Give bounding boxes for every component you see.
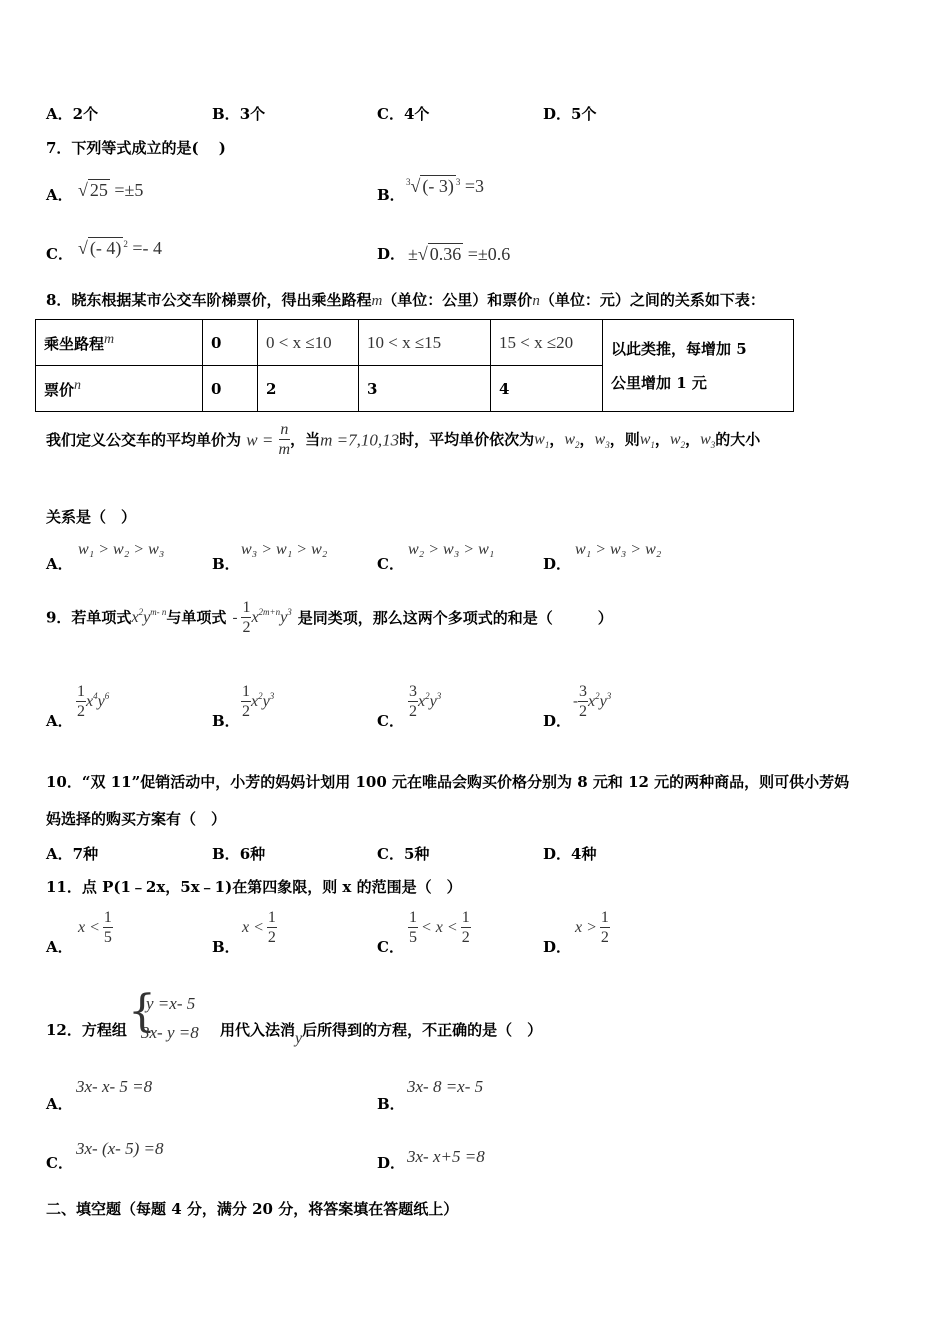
table-cell: 乘坐路程$^m$ — [36, 320, 203, 366]
q12-option-c: 3x- (x- 5) =8 — [76, 1139, 164, 1158]
q7-option-a: √ 25 =±5 — [78, 180, 144, 200]
q9-stem: 9．若单项式$x^2y^{m- n}$与单项式 - $\frac{1}{2}$ $x^{2m+n}y^3$ 是同类项，那么这两个多项式的和是（ ） — [46, 599, 613, 636]
q9-option-c: $\frac{3}{2}$ $x^2y^3$ — [409, 683, 442, 720]
q9-option-a-label: A． — [46, 712, 73, 730]
q10-option-b: B．6种 — [212, 845, 266, 863]
table-cell: 10 < x ≤15 — [359, 320, 491, 366]
q11-stem: 11．点 P(1﹣2x，5x﹣1)在第四象限，则 x 的范围是（ ） — [46, 878, 462, 896]
q10-option-d: D．4种 — [543, 845, 597, 863]
q12-stem-a: 12．方程组 — [46, 1021, 127, 1039]
q11-option-d: x > $\frac{1}{2}$ — [575, 909, 609, 946]
q12-option-d-label: D． — [377, 1154, 406, 1172]
q12-equation-2: 3x- y =8 — [141, 1023, 199, 1042]
q8-option-d-label: D． — [543, 555, 572, 573]
q12-option-d: 3x- x+5 =8 — [407, 1147, 485, 1166]
q9-option-a: $\frac{1}{2}$ $x^4y^6$ — [77, 683, 110, 720]
table-row — [36, 320, 794, 366]
table-cell: 0 < x ≤10 — [258, 320, 359, 366]
system-brace: { — [128, 986, 156, 1037]
q7-option-c: √ (- 4) $^2$ =- 4 — [78, 238, 163, 258]
table-cell: 15 < x ≤20 — [491, 320, 603, 366]
q10-option-a: A．7种 — [46, 845, 99, 863]
table-cell: 票价$^n$ — [36, 366, 203, 412]
q6-option-d: D．5个 — [543, 105, 597, 123]
table-cell: 4 — [491, 366, 603, 412]
q8-option-a: w₁ > w₂ > w₃ — [78, 541, 165, 558]
q12-stem-rest: 用代入法消y后所得到的方程，不正确的是（ ） — [220, 1021, 543, 1047]
q12-option-a-label: A． — [46, 1095, 73, 1113]
q11-option-c: $\frac{1}{5}$ < x < $\frac{1}{2}$ — [409, 909, 470, 946]
q9-option-d: - $\frac{3}{2}$ $x^2y^3$ — [573, 683, 612, 720]
q8-stem-line2: 关系是（ ） — [46, 508, 137, 526]
q7-option-c-label: C． — [46, 245, 73, 263]
q7-stem: 7．下列等式成立的是( ) — [46, 139, 226, 157]
q9-option-d-label: D． — [543, 712, 572, 730]
q8-option-d: w₁ > w₃ > w₂ — [575, 541, 662, 558]
q9-option-c-label: C． — [377, 712, 404, 730]
q6-option-c: C．4个 — [377, 105, 430, 123]
q12-option-c-label: C． — [46, 1154, 73, 1172]
table-cell: 0 — [203, 320, 258, 366]
q12-option-b: 3x- 8 =x- 5 — [407, 1077, 484, 1096]
q7-option-d: ±√ 0.36 =±0.6 — [408, 244, 511, 264]
q11-option-a: x < $\frac{1}{5}$ — [78, 909, 112, 946]
q9-option-b: $\frac{1}{2}$ $x^2y^3$ — [242, 683, 275, 720]
section-heading: 二、填空题（每题 4 分，满分 20 分，将答案填在答题纸上） — [46, 1200, 459, 1218]
fare-table — [35, 319, 794, 412]
q9-option-b-label: B． — [212, 712, 240, 730]
q11-option-b: x < $\frac{1}{2}$ — [242, 909, 276, 946]
table-cell: 2 — [258, 366, 359, 412]
q11-option-b-label: B． — [212, 938, 240, 956]
q6-option-a: A．2个 — [46, 105, 99, 123]
q8-option-c: w₂ > w₃ > w₁ — [408, 541, 495, 558]
table-note: 以此类推，每增加 5 公里增加 1 元 — [603, 320, 794, 412]
q10-stem-line1: 10．“双 11”促销活动中，小芳的妈妈计划用 100 元在唯品会购买价格分别为 8 元和 12 元的两种商品，则可供小芳妈 — [46, 773, 850, 791]
q12-option-a: 3x- x- 5 =8 — [76, 1077, 153, 1096]
q6-option-b: B．3个 — [212, 105, 266, 123]
table-cell: 0 — [203, 366, 258, 412]
q11-option-d-label: D． — [543, 938, 572, 956]
q10-stem-line2: 妈选择的购买方案有（ ） — [46, 810, 227, 828]
table-cell: 3 — [359, 366, 491, 412]
q7-option-b-label: B． — [377, 186, 405, 204]
q10-option-c: C．5种 — [377, 845, 430, 863]
q11-option-a-label: A． — [46, 938, 73, 956]
q12-option-b-label: B． — [377, 1095, 405, 1113]
q11-option-c-label: C． — [377, 938, 404, 956]
q7-option-a-label: A． — [46, 186, 73, 204]
q8-option-a-label: A． — [46, 555, 73, 573]
q7-option-b: $^3$√ (- 3) $^3$ =3 — [406, 176, 485, 196]
q8-definition: 我们定义公交车的平均单价为 w = $\frac{n}{m}$ ，当m =7,10,13时，平均单价依次为$w_1$，$w_2$，$w_3$，则$w_1$，$w_2$，$w_3$的大小 — [46, 421, 761, 458]
q12-equation-1: y =x- 5 — [146, 994, 196, 1013]
q8-option-b: w₃ > w₁ > w₂ — [241, 541, 328, 558]
q8-stem: 8．晓东根据某市公交车阶梯票价，得出乘坐路程m（单位：公里）和票价n（单位：元）之间的关系如下表： — [46, 291, 765, 309]
q8-option-b-label: B． — [212, 555, 240, 573]
q7-option-d-label: D． — [377, 245, 406, 263]
q8-option-c-label: C． — [377, 555, 404, 573]
